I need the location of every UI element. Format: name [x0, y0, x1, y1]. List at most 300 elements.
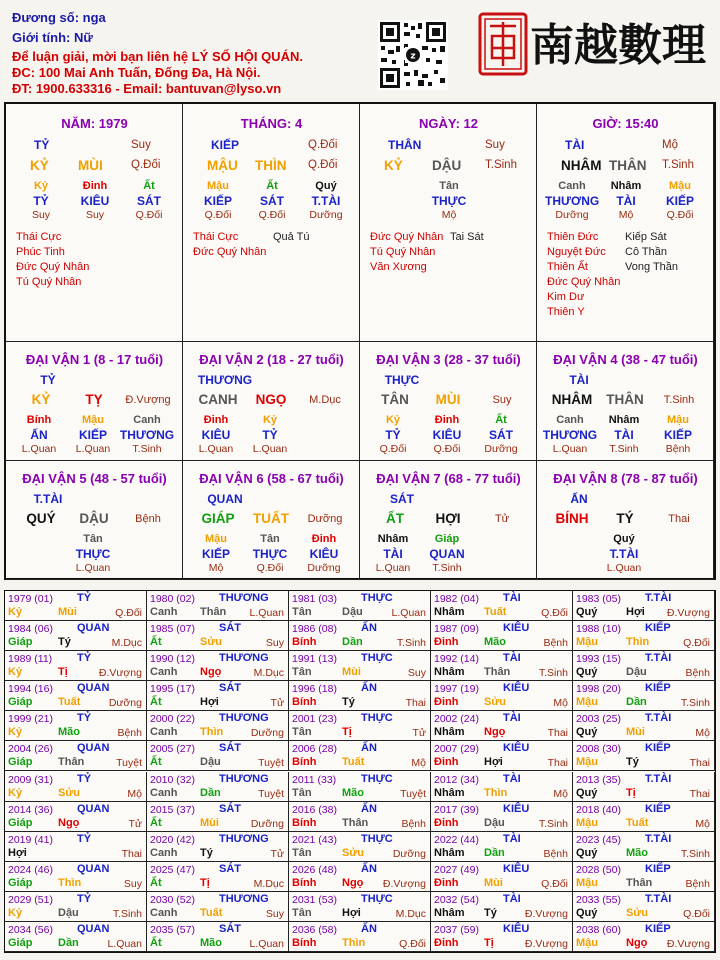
year-branch: Ngọ [484, 726, 506, 739]
year-label: 2016 (38) [292, 803, 337, 816]
year-status: Mộ [695, 817, 710, 830]
year-stem: Tân [292, 846, 312, 859]
year-cell [5, 802, 147, 832]
year-god: SÁT [219, 742, 241, 755]
year-label: 2030 (52) [150, 893, 195, 906]
year-status: T.Sinh [396, 637, 426, 650]
dai-van-title: ĐẠI VẬN 2 (18 - 27 tuổi) [199, 352, 344, 367]
logo [478, 8, 710, 80]
year-cell [431, 772, 573, 802]
star-bad: Cô Thần [625, 246, 667, 258]
year-status: Tuyệt [400, 787, 426, 800]
year-stem: Quý [576, 906, 598, 919]
year-stem: Hợi [8, 846, 27, 859]
year-label: 1980 (02) [150, 593, 195, 605]
hidden-stem: Đinh [434, 414, 460, 426]
year-branch: Hợi [626, 606, 645, 618]
dai-van-branch: DẬU [79, 511, 109, 526]
year-stem: Bính [292, 696, 317, 709]
year-cell [147, 591, 289, 621]
hidden-status: Mộ [618, 209, 634, 221]
year-god: THƯƠNG [219, 652, 269, 665]
hidden-stem: Mậu [667, 414, 689, 426]
year-stem: Kỷ [8, 606, 23, 618]
year-status: Tuyệt [116, 757, 142, 770]
year-god: THỰC [361, 652, 393, 665]
year-status: Tuyệt [258, 787, 284, 800]
heavenly-stem: KỶ [384, 158, 403, 173]
hidden-status: L.Quan [552, 443, 588, 455]
year-god: ẤN [361, 802, 377, 815]
hidden-stem: Mậu [205, 533, 227, 545]
hidden-stem: Nhâm [608, 414, 640, 426]
star-good: Đức Quý Nhân [16, 261, 90, 273]
star-good: Đức Quý Nhân [193, 246, 267, 258]
year-god: TỶ [77, 592, 92, 604]
year-stem: Mậu [576, 756, 598, 769]
year-label: 1995 (17) [150, 683, 195, 696]
year-stem: Kỷ [8, 726, 23, 739]
year-branch: Sửu [342, 846, 365, 859]
dai-van-branch: TÝ [616, 511, 634, 526]
year-god: TÀI [503, 712, 521, 725]
year-branch: Tý [626, 756, 639, 769]
year-stem: Đinh [434, 936, 459, 949]
phone-email[interactable]: ĐT: 1900.633316 - Email: bantuvan@lyso.vn [12, 81, 282, 96]
year-cell [573, 892, 715, 922]
year-god: THƯƠNG [219, 712, 269, 725]
year-stem: Bính [292, 936, 317, 949]
hidden-god: KIÊU [80, 194, 110, 208]
hidden-god: THƯƠNG [545, 194, 600, 208]
pillar-god: TỶ [34, 138, 50, 152]
year-branch: Thìn [626, 636, 650, 649]
hidden-status: Q.Đối [666, 209, 694, 221]
hidden-status: L.Quan [606, 562, 642, 574]
year-status: T.Sinh [112, 907, 142, 920]
hidden-status: Dưỡng [555, 209, 589, 221]
year-label: 2018 (40) [576, 803, 621, 816]
hidden-god: KIÊU [309, 547, 339, 561]
dai-van-7 [360, 461, 537, 580]
year-label: 2022 (44) [434, 833, 479, 846]
year-cell [289, 922, 431, 952]
year-god: KIẾP [645, 922, 671, 935]
year-cell [289, 681, 431, 711]
pillar-status: Suy [131, 139, 151, 151]
year-cell [147, 772, 289, 802]
year-god: THỰC [361, 772, 393, 785]
year-branch: Mùi [342, 666, 361, 679]
year-label: 2027 (49) [434, 863, 479, 876]
branch-status: Q.Đối [131, 159, 161, 171]
year-stem: Kỷ [8, 906, 23, 919]
heavenly-stem: NHÂM [561, 158, 602, 173]
address: ĐC: 100 Mai Anh Tuấn, Đống Đa, Hà Nội. [12, 65, 261, 80]
year-god: KIẾP [645, 682, 671, 695]
year-cell [289, 832, 431, 862]
year-status: Thai [547, 757, 568, 770]
year-branch: Thìn [58, 876, 82, 889]
year-cell [289, 741, 431, 771]
hidden-stem: Nhâm [377, 533, 409, 545]
year-label: 2006 (28) [292, 743, 337, 756]
hidden-status: Q.Đối [204, 209, 232, 221]
year-branch: Tý [200, 846, 213, 859]
dai-van-status: M.Dục [309, 394, 341, 406]
year-label: 2035 (57) [150, 923, 195, 936]
year-stem: Đinh [434, 816, 459, 829]
dai-van-branch: TUẤT [253, 511, 289, 526]
year-branch: Tuất [200, 906, 223, 919]
dai-van-title: ĐẠI VẬN 7 (68 - 77 tuổi) [376, 471, 521, 486]
year-god: SÁT [219, 862, 241, 875]
star-bad: Quả Tú [273, 231, 310, 243]
pillar-1 [183, 104, 360, 342]
year-stem: Đinh [434, 756, 459, 769]
gender: Giới tính: Nữ [12, 30, 93, 45]
hidden-status: T.Sinh [609, 443, 639, 455]
hidden-status: Q.Đối [135, 209, 163, 221]
year-god: SÁT [219, 922, 241, 935]
pillar-title: GIỜ: 15:40 [592, 116, 659, 131]
year-branch: Tý [58, 636, 71, 649]
hidden-stem: Kỷ [262, 414, 278, 426]
year-branch: Thân [200, 606, 227, 618]
year-god: ẤN [361, 742, 377, 755]
hidden-god: THƯƠNG [542, 428, 598, 442]
year-stem: Giáp [8, 816, 33, 829]
dai-van-god: THỰC [384, 373, 420, 387]
year-branch: Mùi [484, 876, 503, 889]
year-status: Mộ [695, 727, 710, 740]
dai-van-status: Bệnh [135, 513, 161, 525]
year-branch: Mão [200, 936, 222, 949]
dai-van-title: ĐẠI VẬN 4 (38 - 47 tuổi) [553, 352, 698, 367]
year-branch: Mùi [200, 816, 219, 829]
year-stem: Nhâm [434, 666, 465, 679]
year-god: TÀI [503, 592, 521, 604]
year-god: KIẾP [645, 622, 671, 635]
year-branch: Ngọ [342, 876, 364, 889]
hidden-stem: Tân [83, 533, 103, 545]
year-status: Bệnh [117, 727, 142, 740]
year-branch: Dậu [58, 906, 79, 919]
branch-status: T.Sinh [485, 159, 517, 171]
year-label: 2011 (33) [292, 773, 337, 786]
star-good: Văn Xương [370, 261, 427, 273]
star-good: Phúc Tinh [16, 246, 65, 258]
year-stem: Quý [576, 786, 598, 799]
year-god: THỰC [361, 712, 393, 725]
year-status: Tử [270, 697, 284, 710]
year-god: THỰC [361, 892, 393, 905]
year-cell [289, 621, 431, 651]
year-branch: Hợi [484, 756, 503, 769]
year-cell [147, 892, 289, 922]
dai-van-status: T.Sinh [663, 394, 695, 406]
year-label: 1997 (19) [434, 683, 479, 696]
year-god: THƯƠNG [219, 592, 269, 604]
year-status: T.Sinh [538, 817, 568, 830]
year-status: M.Dục [253, 667, 284, 680]
year-label: 2034 (56) [8, 923, 53, 936]
year-stem: Canh [150, 846, 178, 859]
year-label: 1989 (11) [8, 653, 53, 666]
year-label: 2014 (36) [8, 803, 53, 816]
year-cell [431, 621, 573, 651]
dai-van-stem: BÍNH [555, 511, 589, 526]
year-stem: Tân [292, 666, 312, 679]
year-god: QUAN [77, 742, 110, 755]
year-god: T.TÀI [645, 772, 672, 785]
year-label: 2019 (41) [8, 833, 53, 846]
year-cell [5, 862, 147, 892]
year-cell [431, 892, 573, 922]
year-label: 2002 (24) [434, 713, 479, 726]
dai-van-status: Tử [494, 513, 510, 525]
year-god: THƯƠNG [219, 832, 269, 845]
year-god: QUAN [77, 682, 110, 695]
year-stem: Ất [150, 936, 162, 949]
year-stem: Nhâm [434, 906, 465, 919]
year-label: 1993 (15) [576, 653, 621, 666]
year-label: 1994 (16) [8, 683, 53, 696]
year-stem: Bính [292, 636, 317, 649]
hidden-god: THƯƠNG [119, 428, 175, 442]
hidden-stem: Quý [613, 533, 635, 545]
hidden-stem: Đinh [311, 533, 337, 545]
year-god: QUAN [77, 622, 110, 635]
year-status: Q.Đối [541, 877, 568, 890]
year-god: KIÊU [503, 922, 530, 935]
year-branch: Mão [484, 636, 506, 649]
year-branch: Dậu [342, 606, 363, 618]
hidden-status: L.Quan [252, 443, 288, 455]
year-label: 1979 (01) [8, 593, 53, 605]
year-stem: Canh [150, 906, 178, 919]
year-branch: Ngọ [200, 666, 222, 679]
year-branch: Thân [484, 666, 511, 679]
year-god: SÁT [219, 682, 241, 695]
year-cell [289, 711, 431, 741]
year-cell [573, 681, 715, 711]
pillar-2 [360, 104, 537, 342]
dai-van-god: QUAN [207, 492, 243, 506]
year-stem: Mậu [576, 816, 598, 829]
earthly-branch: THÌN [255, 158, 287, 173]
year-stem: Canh [150, 666, 178, 679]
year-branch: Sửu [484, 696, 507, 709]
year-status: L.Quan [391, 607, 426, 619]
hidden-god: TÀI [614, 428, 634, 442]
year-cell [289, 772, 431, 802]
year-god: ẤN [361, 862, 377, 875]
year-cell [147, 802, 289, 832]
dai-van-branch: HỢI [435, 511, 461, 526]
dai-van-stem: ẤT [386, 511, 404, 526]
dai-van-god: TỶ [40, 373, 56, 387]
year-label: 1991 (13) [292, 653, 337, 666]
year-cell [289, 892, 431, 922]
year-god: T.TÀI [645, 892, 672, 905]
hidden-god: KIẾP [663, 428, 692, 442]
year-cell [5, 681, 147, 711]
hidden-god: TÀI [616, 194, 636, 208]
hidden-status: Mộ [208, 562, 224, 574]
dai-van-branch: TỴ [85, 392, 103, 407]
heavenly-stem: KỶ [30, 158, 49, 173]
hidden-status: Suy [31, 209, 51, 221]
pillar-title: NGÀY: 12 [419, 116, 478, 131]
year-status: Dưỡng [250, 817, 284, 830]
pillar-god: THÂN [388, 138, 422, 152]
year-branch: Tý [342, 696, 355, 709]
year-branch: Tị [58, 666, 68, 679]
dai-van-god: SÁT [390, 492, 414, 506]
year-label: 2020 (42) [150, 833, 195, 846]
qr-code-icon [378, 20, 448, 90]
year-label: 1984 (06) [8, 623, 53, 636]
year-status: Suy [123, 877, 142, 890]
star-bad: Tai Sát [450, 231, 484, 243]
year-label: 1981 (03) [292, 593, 337, 605]
year-cell [573, 802, 715, 832]
year-stem: Quý [576, 606, 598, 618]
year-status: Suy [265, 637, 284, 650]
year-cell [147, 681, 289, 711]
year-label: 2004 (26) [8, 743, 53, 756]
year-label: 2026 (48) [292, 863, 337, 876]
hidden-status: Dưỡng [484, 443, 518, 455]
year-label: 2012 (34) [434, 773, 479, 786]
year-label: 1986 (08) [292, 623, 337, 636]
dai-van-6 [183, 461, 360, 580]
hidden-god: KIẾP [665, 194, 694, 208]
dai-van-title: ĐẠI VẬN 8 (78 - 87 tuổi) [553, 471, 698, 486]
year-stem: Mậu [576, 876, 598, 889]
year-branch: Thìn [484, 786, 508, 799]
hidden-god: ẤN [30, 428, 48, 442]
year-stem: Kỷ [8, 786, 23, 799]
hidden-stem: Canh [558, 180, 586, 192]
year-cell [289, 591, 431, 621]
year-cell [5, 711, 147, 741]
year-god: QUAN [77, 862, 110, 875]
year-cell [147, 862, 289, 892]
year-branch: Dậu [484, 816, 505, 829]
year-label: 2036 (58) [292, 923, 337, 936]
year-god: TÀI [503, 892, 521, 905]
year-god: THỰC [361, 592, 393, 604]
hidden-status: L.Quan [198, 443, 234, 455]
hidden-god: TỶ [33, 194, 49, 208]
year-stem: Mậu [576, 696, 598, 709]
year-status: Mộ [553, 787, 568, 800]
year-branch: Dậu [200, 756, 221, 769]
year-label: 2024 (46) [8, 863, 53, 876]
year-label: 2005 (27) [150, 743, 195, 756]
hidden-god: KIẾP [203, 194, 232, 208]
year-cell [147, 621, 289, 651]
year-god: TÀI [503, 832, 521, 845]
year-label: 2015 (37) [150, 803, 195, 816]
year-stem: Giáp [8, 876, 33, 889]
year-stem: Mậu [576, 936, 598, 949]
year-cell [147, 651, 289, 681]
hidden-stem: Bính [26, 414, 52, 426]
year-god: TÀI [503, 652, 521, 665]
year-label: 2010 (32) [150, 773, 195, 786]
dai-van-4 [537, 342, 714, 461]
year-cell [5, 772, 147, 802]
year-label: 2000 (22) [150, 713, 195, 726]
hidden-status: Bệnh [665, 443, 691, 455]
year-status: Thai [405, 697, 426, 710]
year-god: TÀI [503, 772, 521, 785]
year-label: 2028 (50) [576, 863, 621, 876]
year-god: KIÊU [503, 802, 530, 815]
logo-text: 南越數理 [530, 20, 706, 71]
year-god: THƯƠNG [219, 772, 269, 785]
hidden-status: L.Quan [75, 562, 111, 574]
year-status: Tử [270, 847, 284, 860]
header [0, 0, 720, 100]
hidden-stem: Mậu [82, 414, 104, 426]
dai-van-god: THƯƠNG [197, 373, 253, 387]
year-label: 1988 (10) [576, 623, 621, 636]
year-label: 2023 (45) [576, 833, 621, 846]
year-cell [431, 832, 573, 862]
year-branch: Sửu [626, 906, 649, 919]
year-label: 2031 (53) [292, 893, 337, 906]
year-status: Đ.Vượng [524, 937, 568, 950]
year-cell [431, 802, 573, 832]
year-stem: Bính [292, 816, 317, 829]
pillar-status: Suy [485, 139, 505, 151]
star-bad: Vong Thần [625, 261, 679, 273]
year-cell [573, 591, 715, 621]
hidden-god: QUAN [429, 547, 465, 561]
year-stem: Canh [150, 786, 178, 799]
year-stem: Đinh [434, 876, 459, 889]
year-cell [573, 922, 715, 952]
year-stem: Nhâm [434, 726, 465, 739]
year-branch: Hợi [342, 906, 361, 919]
year-cell [5, 591, 147, 621]
year-branch: Thân [626, 876, 653, 889]
dai-van-status: Suy [492, 394, 512, 406]
year-branch: Tị [484, 936, 494, 949]
year-branch: Thân [342, 816, 369, 829]
year-status: Q.Đối [541, 607, 568, 619]
dai-van-status: Đ.Vượng [125, 394, 171, 406]
year-label: 2021 (43) [292, 833, 337, 846]
hidden-god: KIÊU [432, 428, 462, 442]
hidden-stem: Tân [439, 180, 459, 192]
hidden-stem: Đinh [82, 180, 108, 192]
year-status: Mộ [127, 787, 142, 800]
year-label: 2007 (29) [434, 743, 479, 756]
year-label: 2025 (47) [150, 863, 195, 876]
year-god: TỶ [77, 772, 92, 785]
year-status: Thai [689, 787, 710, 800]
year-branch: Hợi [200, 696, 219, 709]
year-label: 2003 (25) [576, 713, 621, 726]
year-god: QUAN [77, 922, 110, 935]
year-status: Bệnh [543, 847, 568, 860]
star-good: Thái Cực [193, 231, 239, 243]
